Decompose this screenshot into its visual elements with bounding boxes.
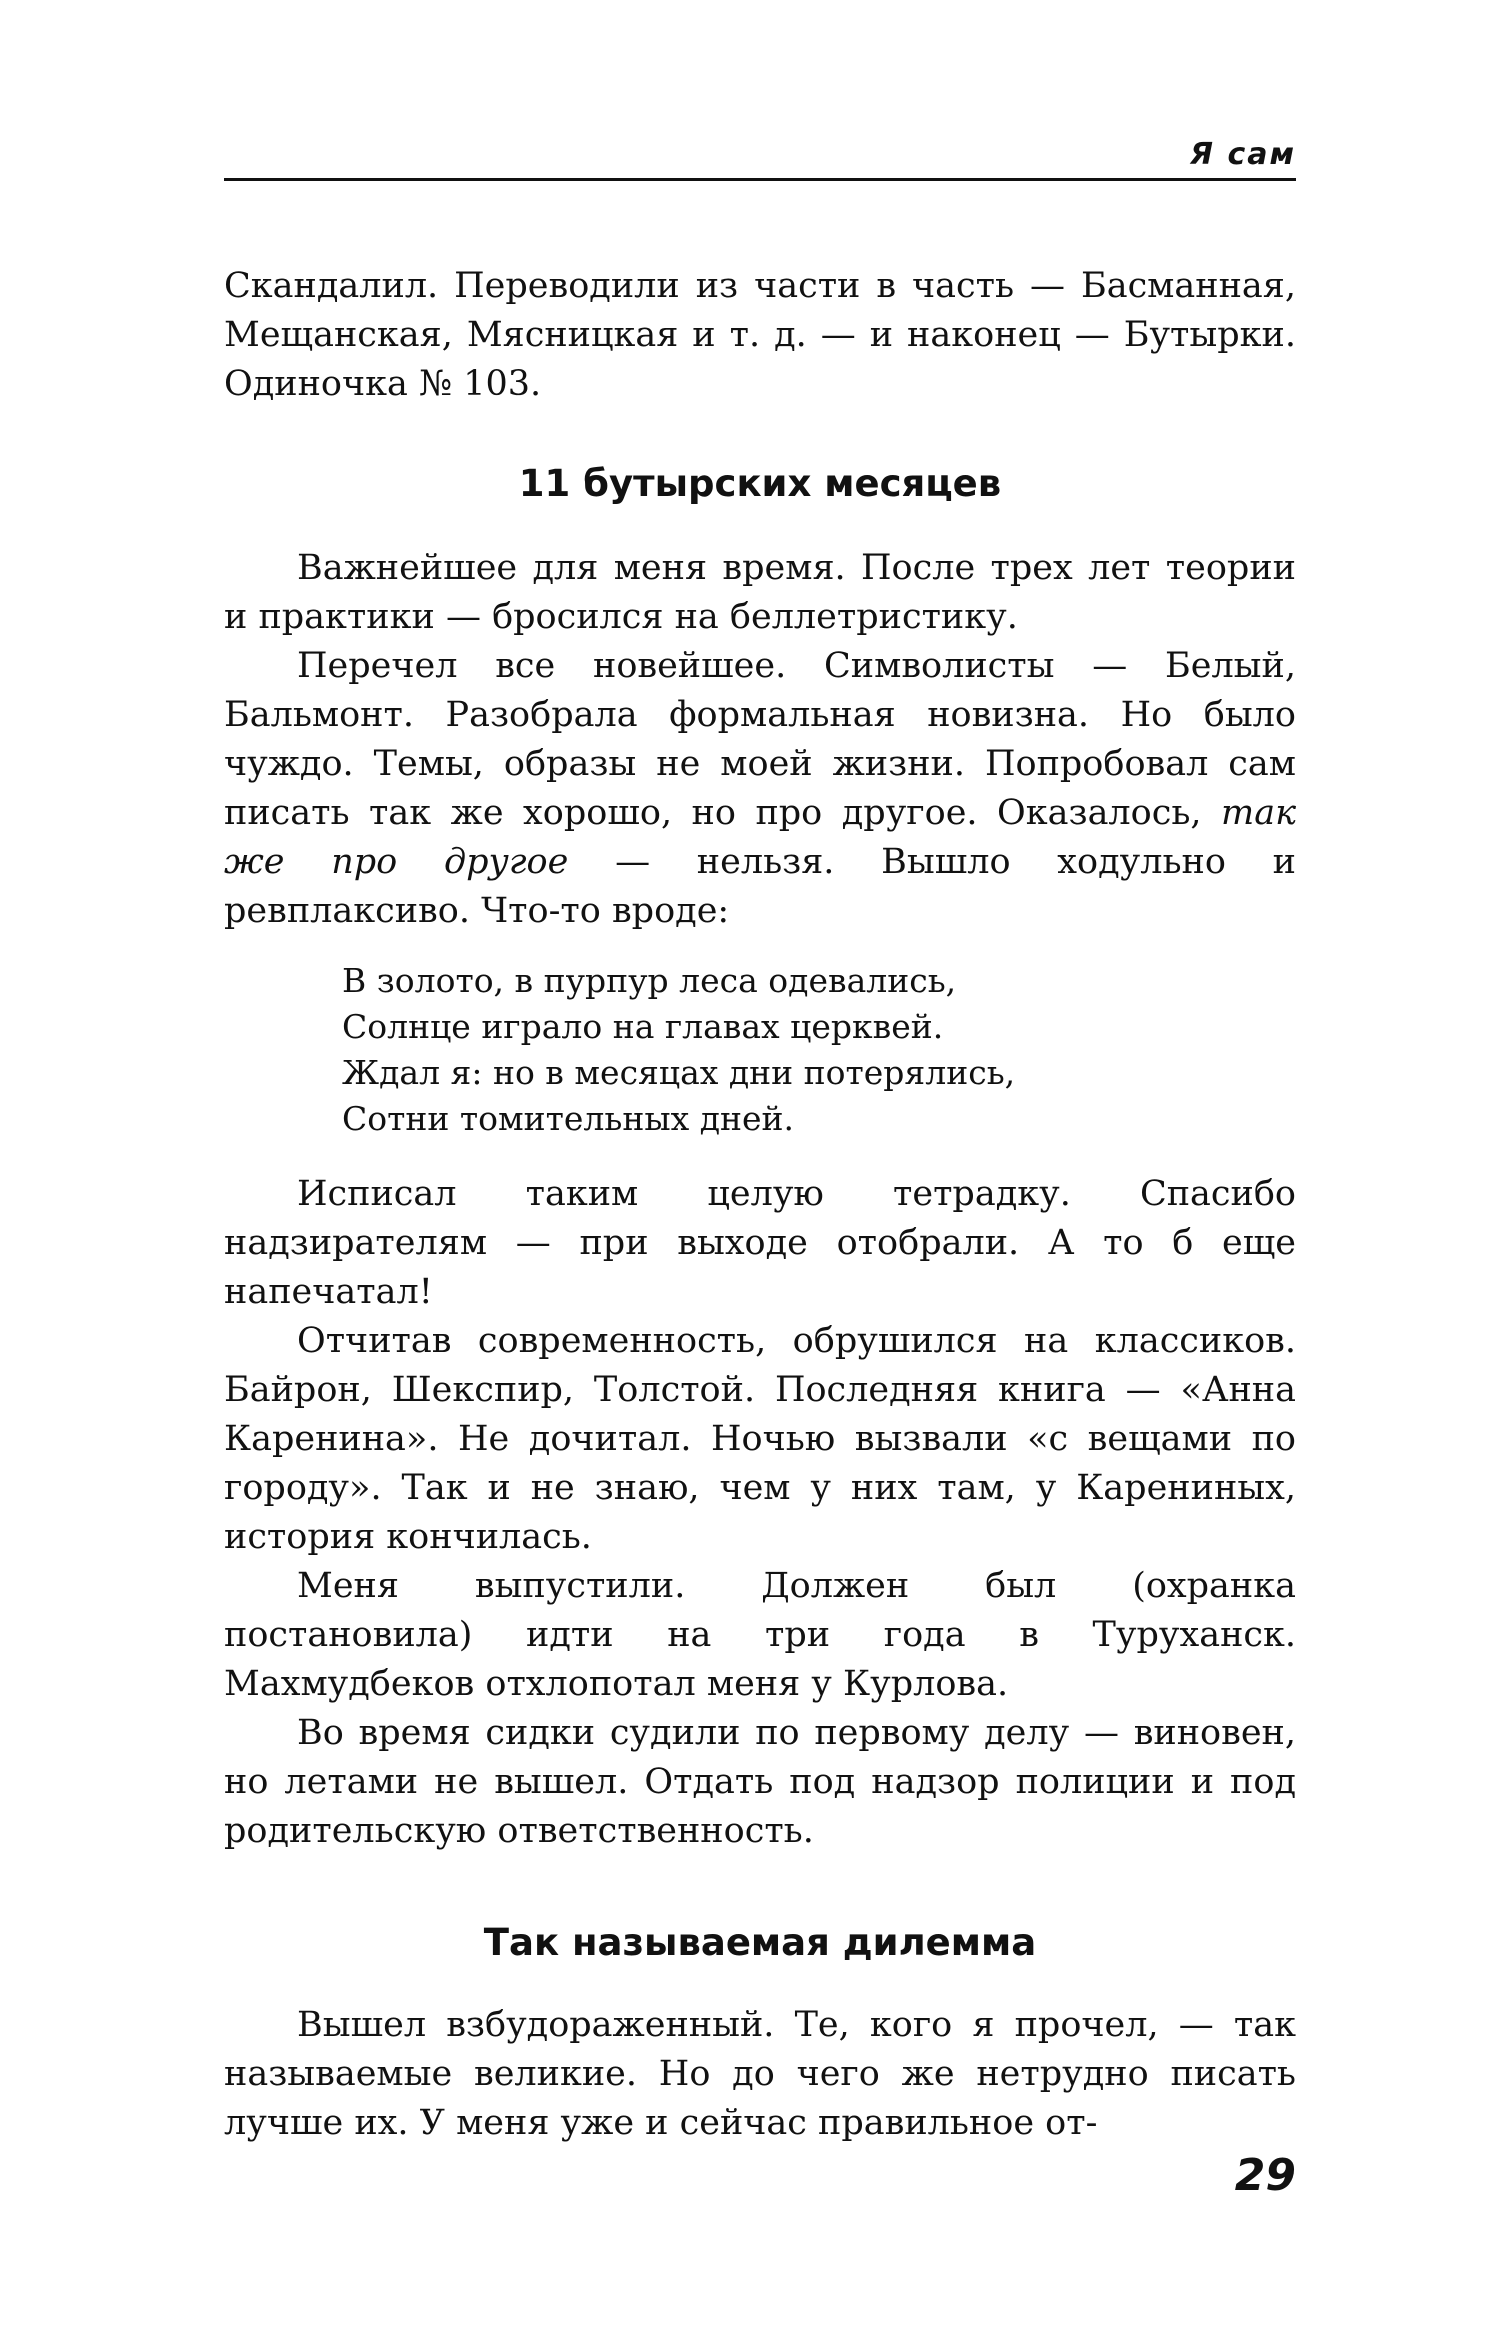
poem-line: Ждал я: но в месяцах дни потерялись,	[342, 1053, 1016, 1092]
running-head	[224, 128, 1296, 181]
paragraph: Важнейшее для меня время. После трех лет теории и практики — бросился на беллетристику.	[224, 548, 1296, 637]
section-heading-months: 11 бутырских месяцев	[518, 462, 1002, 505]
poem-line: Солнце играло на главах церквей.	[342, 1007, 944, 1046]
paragraph-text: — нельзя. Вышло ходульно и ревплаксиво. Что-то вроде:	[224, 842, 1296, 931]
poem-line: В золото, в пурпур леса одевались,	[342, 961, 957, 1000]
paragraph	[224, 642, 1296, 936]
paragraph: Во время сидки судили по первому делу — виновен, но летами не вышел. Отдать под надзор полиции и под родительскую ответственность.	[224, 1713, 1296, 1851]
paragraph: Отчитав современность, обрушился на классиков. Байрон, Шекспир, Толстой. Последняя книга — «Анна Каренина». Не дочитал. Ночью вызвали «с вещами по городу». Так и не знаю, чем у них там, у Карениных, история кончилась.	[224, 1321, 1296, 1557]
italic-phrase: так же про другое	[224, 793, 1296, 882]
running-head-title: Я сам	[1189, 137, 1296, 172]
intro-paragraph: Скандалил. Переводили из части в часть — Басманная, Мещанская, Мясницкая и т. д. — и наконец — Бутырки. Одиночка № 103.	[224, 266, 1296, 404]
poem-line: Сотни томительных дней.	[342, 1099, 795, 1138]
paragraph: Меня выпустили. Должен был (охранка постановила) идти на три года в Туруханск. Махмудбеков отхлопотал меня у Курлова.	[224, 1566, 1296, 1704]
section-heading-dilemma: Так называемая дилемма	[483, 1921, 1037, 1964]
paragraph: Вышел взбудораженный. Те, кого я прочел, — так называемые великие. Но до чего же нетрудно писать лучше их. У меня уже и сейчас правильное от-	[224, 2005, 1296, 2143]
page-body	[224, 262, 1296, 2148]
poem-quote	[342, 958, 1296, 1142]
page-number: 29	[1234, 2150, 1296, 2201]
paragraph-text: Перечел все новейшее. Символисты — Белый, Бальмонт. Разобрала формальная новизна. Но было чуждо. Темы, образы не моей жизни. Попробовал сам писать так же хорошо, но про другое. Оказалось,	[224, 646, 1296, 833]
paragraph: Исписал таким целую тетрадку. Спасибо надзирателям — при выходе отобрали. А то б еще напечатал!	[224, 1174, 1296, 1312]
